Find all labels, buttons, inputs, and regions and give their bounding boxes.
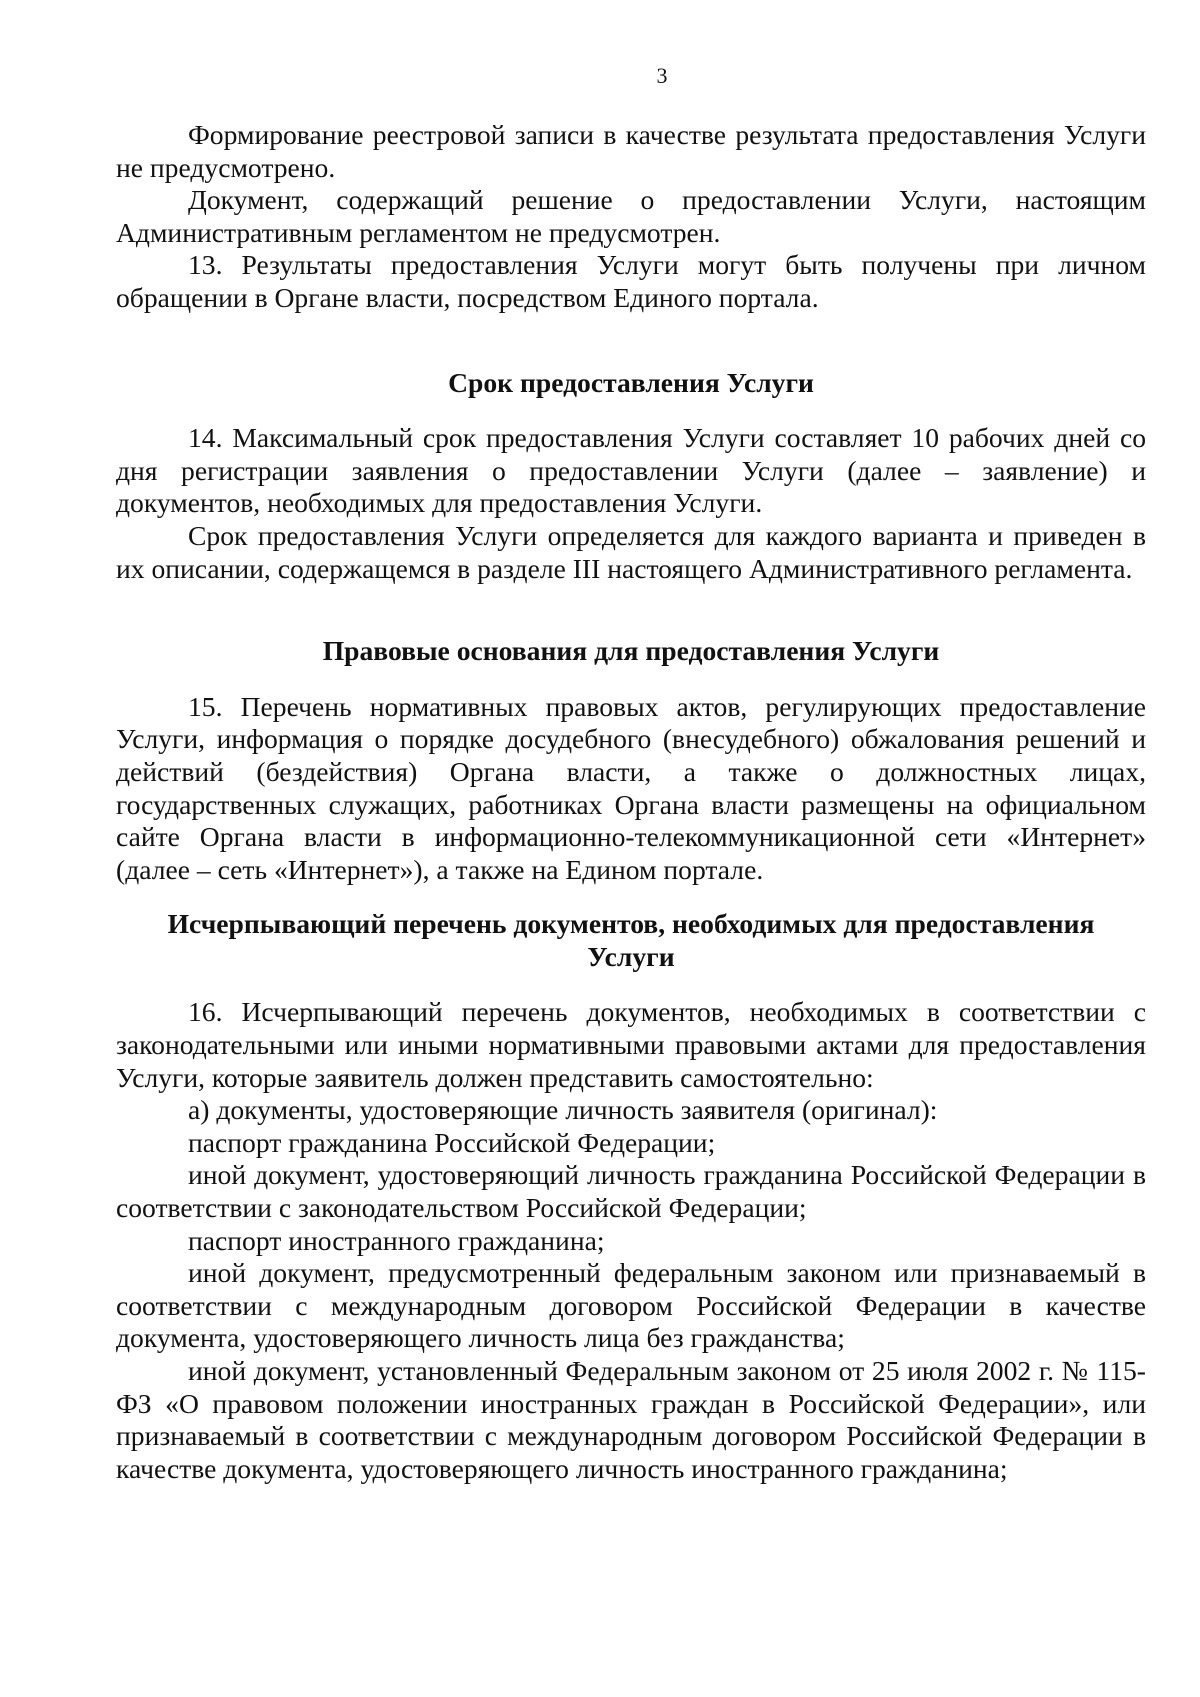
list-item: паспорт иностранного гражданина; xyxy=(188,1224,605,1256)
list-item: паспорт гражданина Российской Федерации; xyxy=(188,1126,716,1158)
section-heading-srok: Срок предоставления Услуги xyxy=(448,366,814,398)
paragraph: Срок предоставления Услуги определяется для каждого варианта и приведен в их описании, содержащемся в разделе III настоящего Административного регламента. xyxy=(116,519,1146,584)
paragraph: 15. Перечень нормативных правовых актов, регулирующих предоставление Услуги, информация о порядке досудебного (внесудебного) обжалования решений и действий (бездействия) Органа власти, а также о должностных лицах, государственных служащих, работниках Органа власти размещены на официальном сайте Органа власти в информационно-телекоммуникационной сети «Интернет» (далее – сеть «Интернет»), а также на Едином портале. xyxy=(116,690,1146,885)
section-heading-line: Услуги xyxy=(587,940,675,972)
list-item: иной документ, удостоверяющий личность гражданина Российской Федерации в соответствии с законодательством Российской Федерации; xyxy=(116,1159,1146,1224)
page-number: 3 xyxy=(656,63,668,88)
list-item: а) документы, удостоверяющие личность заявителя (оригинал): xyxy=(188,1094,938,1126)
paragraph: 14. Максимальный срок предоставления Услуги составляет 10 рабочих дней со дня регистрации заявления о предоставлении Услуги (далее – заявление) и документов, необходимых для предоставления Услуги. xyxy=(116,422,1146,519)
section-heading-perechen xyxy=(116,908,1146,973)
section-heading-pravo: Правовые основания для предоставления Услуги xyxy=(322,635,940,667)
section-heading-line: Исчерпывающий перечень документов, необходимых для предоставления xyxy=(167,908,1095,940)
paragraph: Формирование реестровой записи в качестве результата предоставления Услуги не предусмотрено. xyxy=(116,119,1146,183)
paragraph: Документ, содержащий решение о предоставлении Услуги, настоящим Административным регламентом не предусмотрен. xyxy=(116,184,1146,248)
list-item: иной документ, установленный Федеральным законом от 25 июля 2002 г. № 115-ФЗ «О правовом положении иностранных граждан в Российской Федерации», или признаваемый в соответствии с международным договором Российской Федерации в качестве документа, удостоверяющего личность иностранного гражданина; xyxy=(116,1355,1146,1484)
paragraph: 16. Исчерпывающий перечень документов, необходимых в соответствии с законодательными или иными нормативными правовыми актами для предоставления Услуги, которые заявитель должен представить самостоятельно: xyxy=(116,996,1146,1093)
paragraph: 13. Результаты предоставления Услуги могут быть получены при личном обращении в Органе власти, посредством Единого портала. xyxy=(116,249,1146,313)
list-item: иной документ, предусмотренный федеральным законом или признаваемый в соответствии с международным договором Российской Федерации в качестве документа, удостоверяющего личность лица без гражданства; xyxy=(116,1257,1146,1354)
